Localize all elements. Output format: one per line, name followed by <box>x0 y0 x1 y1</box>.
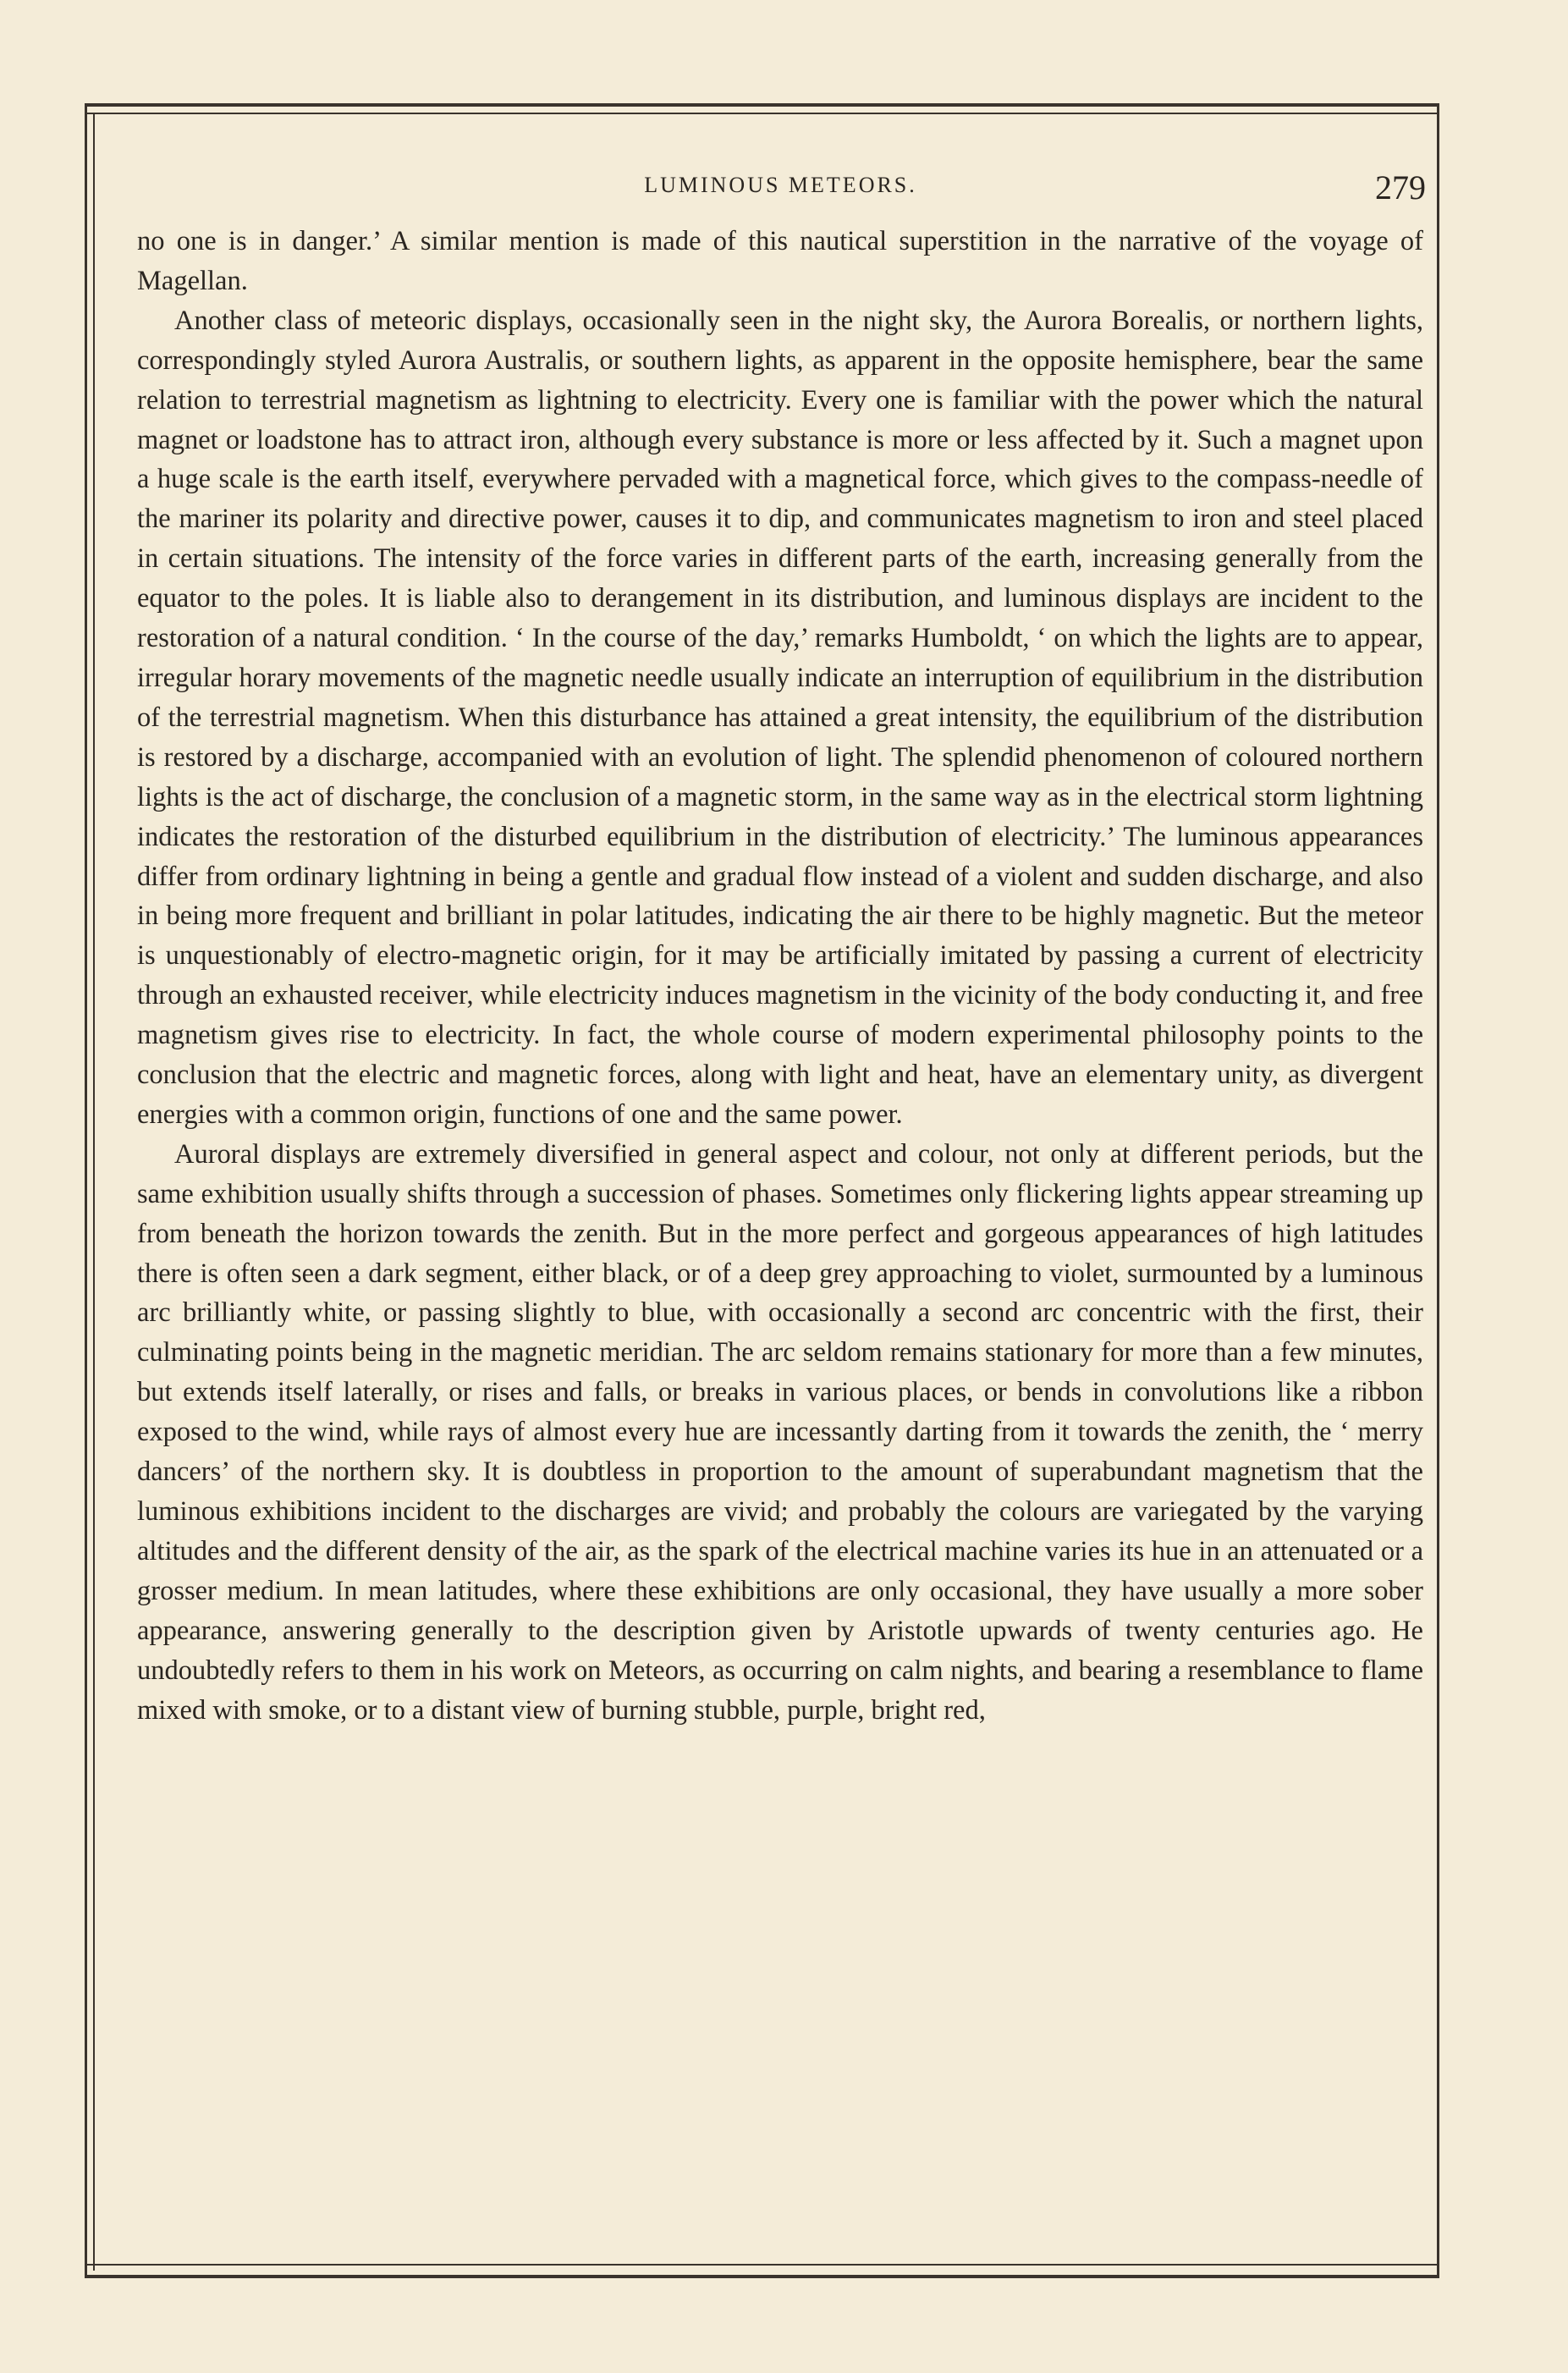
left-border-rule-inner <box>93 113 95 2271</box>
right-border-rule <box>1437 103 1439 2278</box>
bottom-border-rule <box>85 2275 1439 2278</box>
running-head <box>135 168 1426 210</box>
running-title: LUMINOUS METEORS. <box>644 173 917 197</box>
body-text <box>137 222 1423 1730</box>
paragraph-continuation: no one is in danger.’ A similar mention is made of this nautical superstition in the narrative of the voyage of Magellan. <box>137 226 1423 296</box>
top-border-rule <box>85 103 1439 107</box>
paragraph-aurora-magnetism: Another class of meteoric displays, occasionally seen in the night sky, the Aurora Borealis, or northern lights, correspondingly styled Aurora Australis, or southern lights, as apparent in the opposite hemisphere, bear the same relation to terrestrial magnetism as lightning to electricity. Every one is familiar with the power which the natural magnet or loadstone has to attract iron, although every substance is more or less affected by it. Such a magnet upon a huge scale is the earth itself, everywhere pervaded with a magnetical force, which gives to the compass-needle of the mariner its polarity and directive power, causes it to dip, and communicates magnetism to iron and steel placed in certain situations. The intensity of the force varies in different parts of the earth, increasing generally from the equator to the poles. It is liable also to derangement in its distribution, and luminous displays are incident to the restoration of a natural condition. ‘ In the course of the day,’ remarks Humboldt, ‘ on which the lights are to appear, irregular horary movements of the magnetic needle usually indicate an interruption of equilibrium in the distribution of the terrestrial magnetism. When this disturbance has attained a great intensity, the equilibrium of the distribution is restored by a discharge, accompanied with an evolution of light. The splendid phenomenon of coloured northern lights is the act of discharge, the conclusion of a magnetic storm, in the same way as in the electrical storm lightning indicates the restoration of the disturbed equilibrium in the distribution of electricity.’ The luminous appearances differ from ordinary lightning in being a gentle and gradual flow instead of a violent and sudden discharge, and also in being more frequent and brilliant in polar latitudes, indicating the air there to be highly magnetic. But the meteor is unquestionably of electro-magnetic origin, for it may be artificially imitated by passing a current of electricity through an exhausted receiver, while electricity induces magnetism in the vicinity of the body conducting it, and free magnetism gives rise to electricity. In fact, the whole course of modern experimental philosophy points to the conclusion that the electric and magnetic forces, along with light and heat, have an elementary unity, as divergent energies with a common origin, functions of one and the same power. <box>137 305 1423 1130</box>
bottom-border-rule-inner <box>85 2264 1439 2266</box>
page-number: 279 <box>1375 168 1426 206</box>
left-border-rule <box>85 103 87 2278</box>
top-border-rule-inner <box>85 113 1439 114</box>
paragraph-auroral-displays: Auroral displays are extremely diversified in general aspect and colour, not only at different periods, but the same exhibition usually shifts through a succession of phases. Sometimes only flickering lights appear streaming up from beneath the horizon towards the zenith. But in the more perfect and gorgeous appearances of high latitudes there is often seen a dark segment, either black, or of a deep grey approaching to violet, surmounted by a luminous arc brilliantly white, or passing slightly to blue, with occasionally a second arc concentric with the first, their culminating points being in the magnetic meridian. The arc seldom remains stationary for more than a few minutes, but extends itself laterally, or rises and falls, or breaks in various places, or bends in convolutions like a ribbon exposed to the wind, while rays of almost every hue are incessantly darting from it towards the zenith, the ‘ merry dancers’ of the northern sky. It is doubtless in proportion to the amount of superabundant magnetism that the luminous exhibitions incident to the discharges are vivid; and probably the colours are variegated by the varying altitudes and the different density of the air, as the spark of the electrical machine varies its hue in an attenuated or a grosser medium. In mean latitudes, where these exhibitions are only occasional, they have usually a more sober appearance, answering generally to the description given by Aristotle upwards of twenty centuries ago. He undoubtedly refers to them in his work on Meteors, as occurring on calm nights, and bearing a resemblance to flame mixed with smoke, or to a distant view of burning stubble, purple, bright red, <box>137 1138 1423 1726</box>
